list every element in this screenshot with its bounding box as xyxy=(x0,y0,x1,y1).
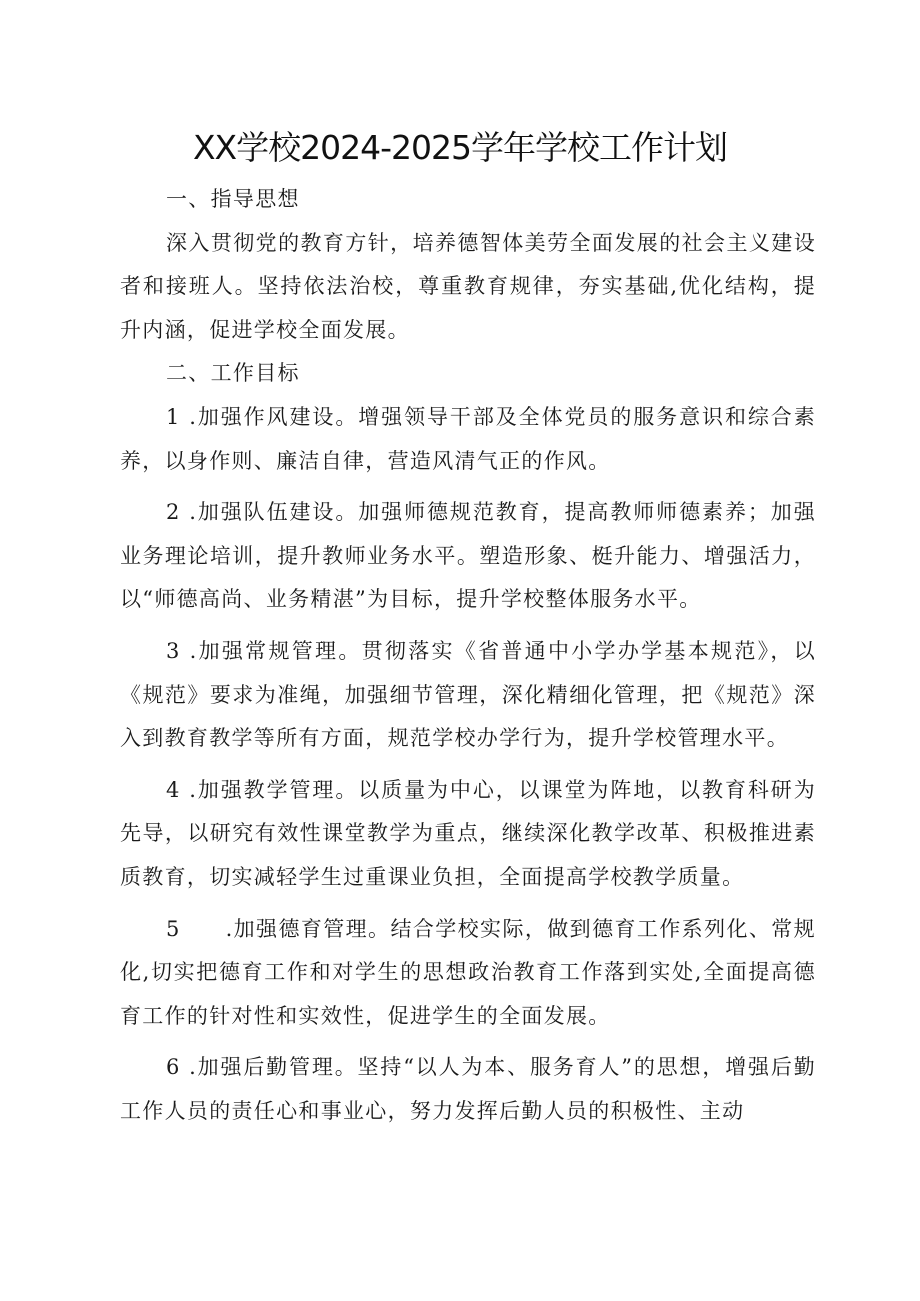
section-heading-work-goals: 二、工作目标 xyxy=(166,361,300,386)
paragraph-goal-4: 4 .加强教学管理。以质量为中心，以课堂为阵地，以教育科研为先导，以研究有效性课堂教学为重点，继续深化教学改革、积极推进素质教育，切实减轻学生过重课业负担，全面提高学校教学质量。 xyxy=(120,777,816,889)
paragraph-goal-3: 3 .加强常规管理。贯彻落实《省普通中小学办学基本规范》，以《规范》要求为准绳，加强细节管理，深化精细化管理，把《规范》深入到教育教学等所有方面，规范学校办学行为，提升学校管理水平。 xyxy=(120,638,816,751)
paragraph-goal-6: 6 .加强后勤管理。坚持“以人为本、服务育人”的思想，增强后勤工作人员的责任心和事业心，努力发挥后勤人员的积极性、主动 xyxy=(120,1055,816,1123)
section-heading-guiding-ideology: 一、指导思想 xyxy=(166,187,300,211)
paragraph-goal-2: 2 .加强队伍建设。加强师德规范教育，提高教师师德素养；加强业务理论培训，提升教师业务水平。塑造形象、梃升能力、增强活力，以“师德高尚、业务精湛”为目标，提升学校整体服务水平。 xyxy=(120,500,816,612)
document-body xyxy=(120,178,816,1133)
paragraph-goal-1: 1 .加强作风建设。增强领导干部及全体党员的服务意识和综合素养，以身作则、廉洁自律，营造风清气正的作风。 xyxy=(120,404,816,473)
paragraph-goal-5: 5 .加强德育管理。结合学校实际，做到德育工作系列化、常规化,切实把德育工作和对学生的思想政治教育工作落到实处,全面提高德育工作的针对性和实效性，促进学生的全面发展。 xyxy=(120,916,816,1028)
document-title: XX学校2024-2025学年学校工作计划 xyxy=(192,128,728,167)
paragraph-guiding-ideology: 深入贯彻党的教育方针，培养德智体美劳全面发展的社会主义建设者和接班人。坚持依法治校，尊重教育规律，夯实基础,优化结构，提升内涵，促进学校全面发展。 xyxy=(120,230,816,342)
